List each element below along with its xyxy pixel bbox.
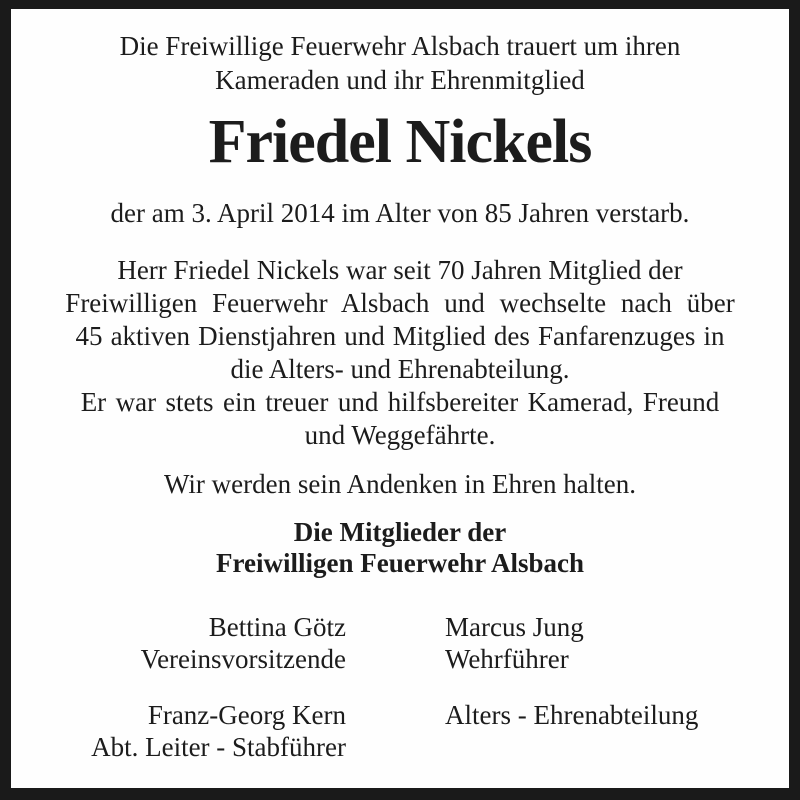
obituary-line-2: Freiwilligen Feuerwehr Alsbach und wechselte nach über xyxy=(65,288,735,318)
signatory xyxy=(11,611,346,675)
signatory-role: Wehrführer xyxy=(445,644,569,674)
signoff-line-1: Die Mitglieder der xyxy=(293,517,507,547)
signatory-role: Abt. Leiter - Stabführer xyxy=(91,732,346,762)
signature-column-right xyxy=(445,611,789,763)
obituary-line-5: Er war stets ein treuer und hilfsbereiter Kamerad, Freund xyxy=(80,387,720,417)
date-line: der am 3. April 2014 im Alter von 85 Jahren verstarb. xyxy=(110,198,690,228)
signatory xyxy=(445,699,789,731)
obituary-line-4: die Alters- und Ehrenabteilung. xyxy=(230,354,570,384)
signatory-name: Marcus Jung xyxy=(445,612,584,642)
obituary-line-6: und Weggefährte. xyxy=(304,420,496,450)
signoff-text xyxy=(11,517,789,579)
intro-line-1: Die Freiwillige Feuerwehr Alsbach trauert um ihren xyxy=(119,31,681,61)
signature-column-left xyxy=(11,611,346,763)
intro-line-2: Kameraden und ihr Ehrenmitglied xyxy=(215,65,585,95)
deceased-name: Friedel Nickels xyxy=(208,108,592,176)
signatory xyxy=(11,699,346,763)
signatory-name: Alters - Ehrenabteilung xyxy=(445,700,699,730)
signatory xyxy=(445,611,789,675)
signatory-name: Franz-Georg Kern xyxy=(147,700,346,730)
obituary-line-1: Herr Friedel Nickels war seit 70 Jahren Mitglied der xyxy=(117,255,683,285)
obituary-line-3: 45 aktiven Dienstjahren und Mitglied des Fanfarenzuges in xyxy=(75,321,725,351)
signature-block xyxy=(11,611,789,763)
signatory-name: Bettina Götz xyxy=(208,612,346,642)
signatory-role: Vereinsvorsitzende xyxy=(140,644,346,674)
remembrance-line: Wir werden sein Andenken in Ehren halten. xyxy=(163,469,636,499)
obituary-notice xyxy=(11,9,789,788)
intro-text xyxy=(11,29,789,97)
obituary-text xyxy=(11,254,789,452)
signoff-line-2: Freiwilligen Feuerwehr Alsbach xyxy=(216,548,584,578)
